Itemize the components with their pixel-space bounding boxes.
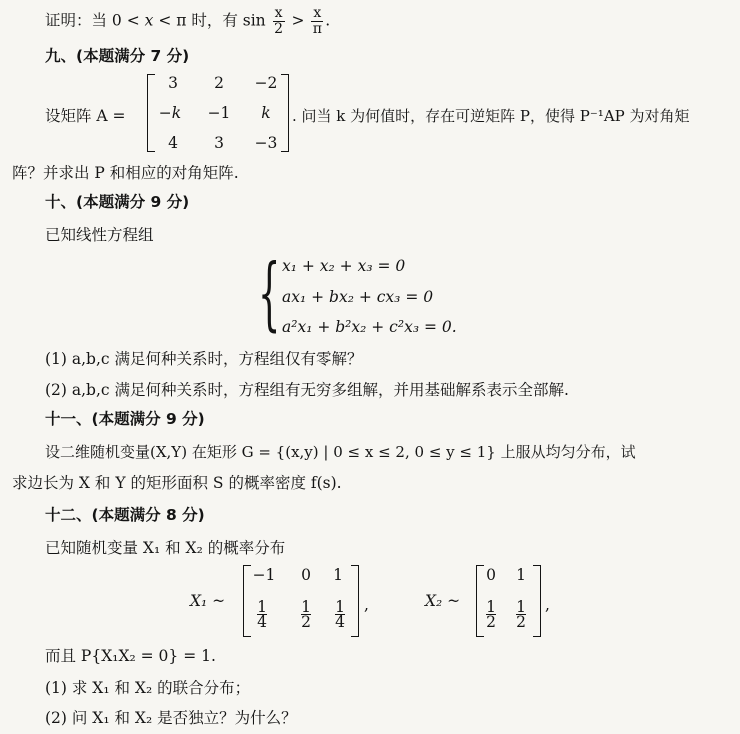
matrix-cell: 2 <box>214 74 224 92</box>
proof-end: . <box>325 11 331 30</box>
prob-num: 1 <box>486 598 496 616</box>
frac-den: π <box>312 21 322 37</box>
q9-text-c: 阵？并求出 P 和相应的对角矩阵. <box>12 164 239 182</box>
q10-intro: 已知线性方程组 <box>45 226 154 244</box>
frac-den: 2 <box>274 21 284 37</box>
proof-mid: < π 时，有 sin <box>153 11 266 30</box>
x2-value: 0 <box>486 566 496 584</box>
prob-den: 4 <box>257 613 267 631</box>
x1-comma: , <box>364 596 369 614</box>
x1-prob <box>296 600 316 631</box>
matrix-cell: −3 <box>254 134 278 152</box>
x1-prob <box>330 600 350 631</box>
q12-part-1: (1) 求 X₁ 和 X₂ 的联合分布； <box>45 679 251 697</box>
q11-heading: 十一、(本题满分 9 分) <box>45 410 205 428</box>
matrix-cell: 3 <box>214 134 224 152</box>
proof-prefix: 证明：当 0 < <box>45 11 145 30</box>
equation-2: ax₁ + bx₂ + cx₃ = 0 <box>282 288 434 306</box>
matrix-cell: −1 <box>207 104 231 122</box>
x2-prob <box>481 600 501 631</box>
x2-prob <box>511 600 531 631</box>
x1-value: 1 <box>333 566 343 584</box>
equation-1: x₁ + x₂ + x₃ = 0 <box>282 257 406 275</box>
prob-num: 1 <box>335 598 345 616</box>
prob-den: 2 <box>516 613 526 631</box>
frac-num: x <box>274 5 283 21</box>
q12-heading: 十二、(本题满分 8 分) <box>45 506 205 524</box>
proof-var: x <box>144 11 154 30</box>
x1-value: −1 <box>252 566 276 584</box>
prob-num: 1 <box>301 598 311 616</box>
prob-num: 1 <box>516 598 526 616</box>
proof-statement <box>45 6 330 37</box>
x2-value: 1 <box>516 566 526 584</box>
q11-line-2: 求边长为 X 和 Y 的矩形面积 S 的概率密度 f(s). <box>12 474 342 492</box>
proof-gt: > <box>286 11 310 30</box>
matrix-cell: −2 <box>254 74 278 92</box>
system-brace: { <box>258 247 281 341</box>
x1-dist-label: X₁ ~ <box>190 592 226 610</box>
q12-part-2: (2) 问 X₁ 和 X₂ 是否独立？为什么？ <box>45 709 297 727</box>
prob-den: 4 <box>335 613 345 631</box>
x2-dist-label: X₂ ~ <box>425 592 461 610</box>
q12-intro: 已知随机变量 X₁ 和 X₂ 的概率分布 <box>45 539 286 557</box>
prob-num: 1 <box>257 598 267 616</box>
prob-den: 2 <box>301 613 311 631</box>
q10-part-2: (2) a,b,c 满足何种关系时，方程组有无穷多组解，并用基础解系表示全部解. <box>45 381 569 399</box>
x1-prob <box>252 600 272 631</box>
x1-value: 0 <box>301 566 311 584</box>
q10-part-1: (1) a,b,c 满足何种关系时，方程组仅有零解？ <box>45 350 363 368</box>
x2-comma: , <box>545 596 550 614</box>
q11-line-1: 设二维随机变量(X,Y) 在矩形 G = {(x,y) | 0 ≤ x ≤ 2, 0 ≤ y ≤ 1} 上服从均匀分布，试 <box>45 443 636 461</box>
q12-condition: 而且 P{X₁X₂ = 0} = 1. <box>45 647 216 665</box>
q9-text-a: 设矩阵 A = <box>45 107 126 125</box>
x2-right-bracket <box>533 565 541 637</box>
matrix-cell: k <box>261 104 271 122</box>
equation-3: a²x₁ + b²x₂ + c²x₃ = 0. <box>282 318 457 336</box>
q9-heading: 九、(本题满分 7 分) <box>45 47 190 65</box>
matrix-cell: 4 <box>168 134 178 152</box>
prob-den: 2 <box>486 613 496 631</box>
q10-heading: 十、(本题满分 9 分) <box>45 193 190 211</box>
frac-num: x <box>313 5 322 21</box>
fraction-x-over-2 <box>273 6 285 37</box>
matrix-cell: −k <box>158 104 182 122</box>
matrix-right-bracket <box>281 74 289 152</box>
matrix-cell: 3 <box>168 74 178 92</box>
q9-text-b: . 问当 k 为何值时，存在可逆矩阵 P，使得 P⁻¹AP 为对角矩 <box>292 107 690 125</box>
fraction-x-over-pi <box>311 6 323 37</box>
